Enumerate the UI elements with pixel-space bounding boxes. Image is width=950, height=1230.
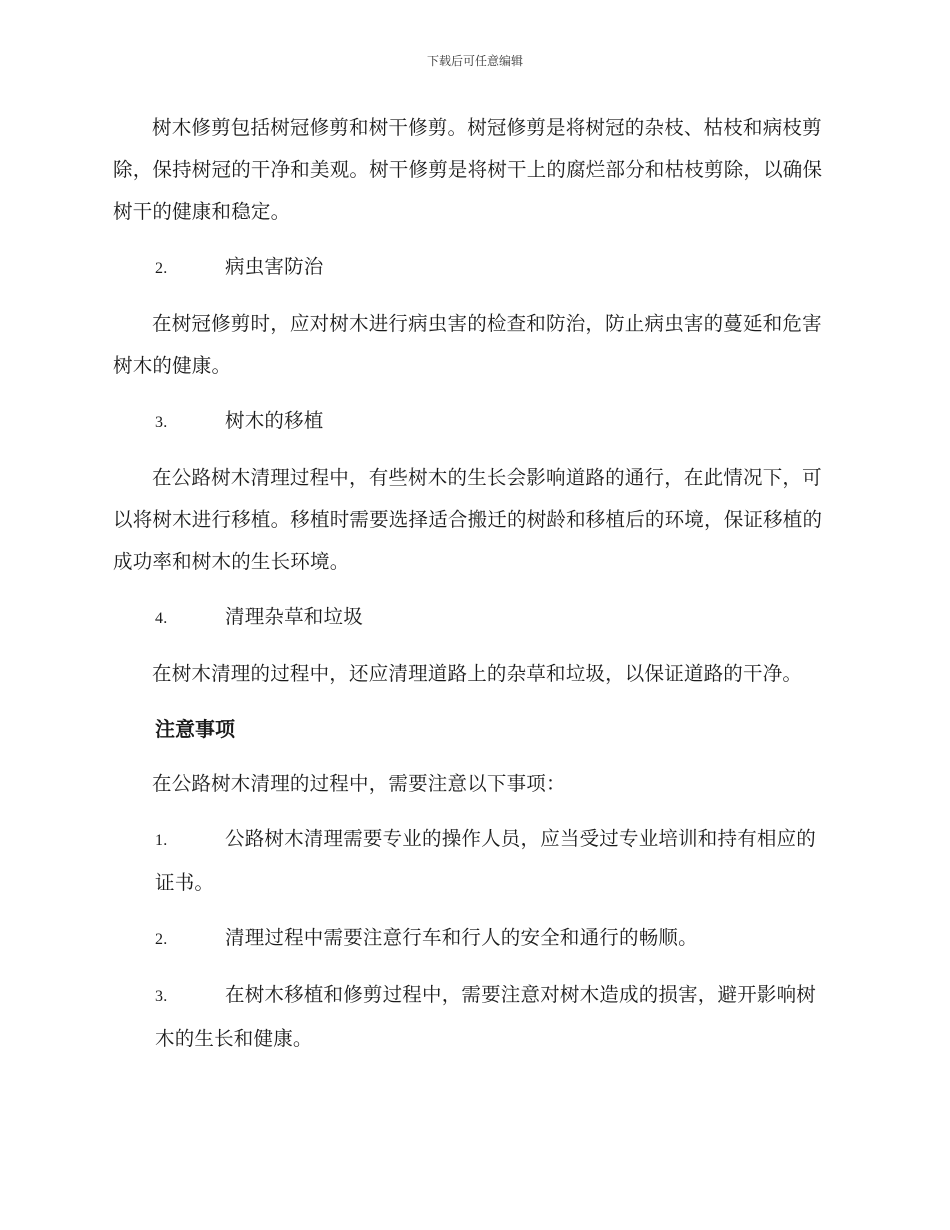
paragraph-pruning: 树木修剪包括树冠修剪和树干修剪。树冠修剪是将树冠的杂枝、枯枝和病枝剪除，保持树冠的干净和美观。树干修剪是将树干上的腐烂部分和枯枝剪除，以确保树干的健康和稳定。 xyxy=(113,116,823,223)
note-item-2 xyxy=(113,917,835,961)
note-text: 在树木移植和修剪过程中，需要注意对树木造成的损害，避开影响树木的生长和健康。 xyxy=(155,983,817,1050)
list-item-pest-control xyxy=(113,246,835,290)
paragraph-pest-control: 在树冠修剪时，应对树木进行病虫害的检查和防治，防止病虫害的蔓延和危害树木的健康。 xyxy=(113,312,822,377)
note-item-1 xyxy=(113,818,835,904)
page-header: 下载后可任意编辑 xyxy=(426,54,523,68)
list-item-label: 清理杂草和垃圾 xyxy=(225,605,363,628)
paragraph-transplant: 在公路树木清理过程中，有些树木的生长会影响道路的通行，在此情况下，可以将树木进行移植。移植时需要选择适合搬迁的树龄和移植后的环境，保证移植的成功率和树木的生长环境。 xyxy=(113,466,823,573)
list-number: 3. xyxy=(155,414,168,431)
list-number: 2. xyxy=(155,931,168,948)
note-text: 清理过程中需要注意行车和行人的安全和通行的畅顺。 xyxy=(225,926,698,949)
list-item-label: 病虫害防治 xyxy=(225,255,324,278)
paragraph-weeds: 在树木清理的过程中，还应清理道路上的杂草和垃圾，以保证道路的干净。 xyxy=(152,662,803,685)
document-body xyxy=(113,107,835,1073)
list-item-label: 树木的移植 xyxy=(225,409,324,432)
note-item-3 xyxy=(113,974,835,1060)
section-heading: 注意事项 xyxy=(155,717,235,741)
note-text: 公路树木清理需要专业的操作人员，应当受过专业培训和持有相应的证书。 xyxy=(155,827,817,894)
paragraph-notes-intro: 在公路树木清理的过程中，需要注意以下事项： xyxy=(152,772,566,795)
list-number: 4. xyxy=(155,610,168,627)
list-number: 3. xyxy=(155,988,168,1005)
list-number: 1. xyxy=(155,832,168,849)
list-number: 2. xyxy=(155,260,168,277)
list-item-transplant xyxy=(113,400,835,444)
list-item-weeds xyxy=(113,596,835,640)
